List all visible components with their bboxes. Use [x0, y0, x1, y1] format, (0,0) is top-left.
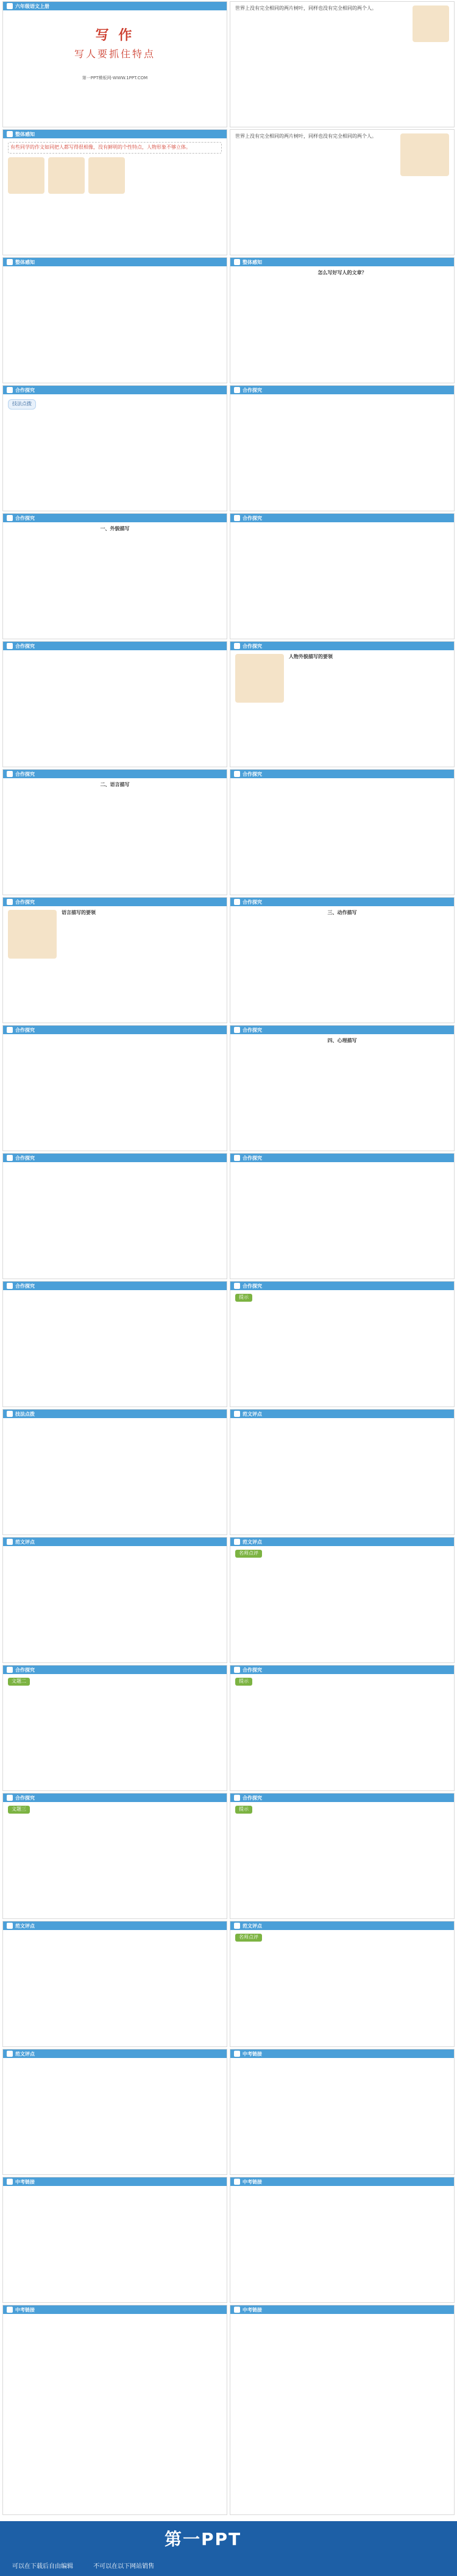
- header-icon: [7, 2179, 13, 2185]
- footer-link[interactable]: 不可以在以下网站销售: [93, 2563, 155, 2570]
- slide-appearance[interactable]: [2, 513, 227, 639]
- slide-body: [230, 650, 454, 664]
- slide-body: [3, 266, 227, 274]
- slide-body: [3, 2058, 227, 2065]
- header-icon: [7, 899, 13, 905]
- section-label: 合作探究: [15, 1027, 35, 1033]
- slide-header: [230, 2177, 454, 2186]
- section-label: 中考链接: [15, 2179, 35, 2185]
- header-icon: [7, 643, 13, 649]
- section-label: 合作探究: [243, 899, 262, 905]
- header-icon: [7, 515, 13, 521]
- slide-header: [3, 1282, 227, 1290]
- slide-header: [230, 386, 454, 394]
- slide-body: [230, 2058, 454, 2065]
- slide-header: [3, 1154, 227, 1162]
- slide-header: [230, 2305, 454, 2314]
- slide-header: [230, 1666, 454, 1674]
- hint-tag: 提示: [235, 1294, 252, 1302]
- slide-header: [230, 1794, 454, 1802]
- section-label: 整体感知: [15, 259, 35, 265]
- slide-body: [3, 2314, 227, 2321]
- slide-body: [230, 266, 454, 280]
- slide-header: [230, 1538, 454, 1546]
- slide-essay-text[interactable]: [2, 1537, 227, 1663]
- footer-banner: [0, 2521, 457, 2576]
- topic-tag: 文题三: [8, 1806, 30, 1814]
- header-icon: [234, 1411, 240, 1417]
- header-icon: [234, 387, 240, 393]
- slide-teacher-comment[interactable]: [230, 1537, 455, 1663]
- slide-header: [3, 2049, 227, 2058]
- slide-header: [230, 1282, 454, 1290]
- header-icon: [7, 1155, 13, 1161]
- header-icon: [7, 1539, 13, 1545]
- header-icon: [7, 2051, 13, 2057]
- slide-body: [3, 2186, 227, 2193]
- footer-links: [12, 2561, 172, 2570]
- slide-body: [230, 1674, 454, 1689]
- slide-body: [230, 130, 454, 144]
- slide-header: [230, 1410, 454, 1418]
- section-label: 中考链接: [243, 2179, 262, 2185]
- slide-body: [3, 650, 227, 658]
- slide-header: [230, 2049, 454, 2058]
- slide-points[interactable]: [230, 385, 455, 511]
- slide-summary[interactable]: [230, 1153, 455, 1279]
- illustration: [235, 654, 284, 703]
- slide-topic2-hint[interactable]: [230, 1665, 455, 1791]
- slide-header: [230, 258, 454, 266]
- section-label: 合作探究: [15, 515, 35, 521]
- slide-body: [230, 1418, 454, 1425]
- slide-technique[interactable]: [2, 1409, 227, 1535]
- action-heading: 三、动作描写: [327, 910, 357, 915]
- book-icon: [7, 3, 13, 9]
- section-label: 范文评点: [15, 1539, 35, 1545]
- slide-intro-text[interactable]: [230, 1, 455, 127]
- slide-body: [230, 522, 454, 530]
- section-label: 范文评点: [243, 1923, 262, 1929]
- slide-body: [230, 2, 454, 16]
- tips-heading: 人物外貌描写的要领: [289, 654, 333, 659]
- slide-header: [230, 514, 454, 522]
- section-label: 合作探究: [243, 515, 262, 521]
- lesson-subtitle: 写人要抓住特点: [74, 48, 155, 60]
- header-tag: 六年级语文上册: [15, 3, 49, 9]
- slide-question[interactable]: [230, 257, 455, 383]
- header-icon: [7, 387, 13, 393]
- slide-body: [230, 394, 454, 402]
- slide-header: [3, 1794, 227, 1802]
- header-icon: [234, 643, 240, 649]
- slide-body: [3, 1290, 227, 1297]
- header-icon: [234, 899, 240, 905]
- section-label: 合作探究: [15, 1795, 35, 1801]
- section-label: 合作探究: [15, 1283, 35, 1289]
- slide-body: [230, 1802, 454, 1817]
- section-label: 合作探究: [15, 1155, 35, 1161]
- slide-action-example[interactable]: [2, 1025, 227, 1151]
- section-label: 合作探究: [243, 1667, 262, 1673]
- tips-heading: 语言描写的要领: [62, 910, 96, 915]
- section-label: 技法点拨: [15, 1411, 35, 1417]
- slide-body: [3, 778, 227, 792]
- slide-header: [3, 386, 227, 394]
- slide-header: [3, 258, 227, 266]
- slide-essay2[interactable]: [2, 1921, 227, 2047]
- slide-exam-link4[interactable]: [2, 2305, 227, 2515]
- header-icon: [7, 2307, 13, 2313]
- slide-title[interactable]: [2, 1, 227, 127]
- section-label: 合作探究: [15, 387, 35, 393]
- slide-action[interactable]: [230, 897, 455, 1023]
- slide-topic3-hint[interactable]: [230, 1793, 455, 1919]
- site-url: 第一PPT模板网-WWW.1PPT.COM: [82, 76, 148, 80]
- section-label: 合作探究: [15, 643, 35, 649]
- section-label: 合作探究: [15, 899, 35, 905]
- slide-language-example[interactable]: [230, 769, 455, 895]
- warmup-text: 有些同学的作文如同把人都写得很相像，没有鲜明的个性特点，人物形象不够立体。: [8, 142, 222, 154]
- slide-header: [3, 2, 227, 10]
- portrait-image: [8, 157, 44, 194]
- section-label: 中考链接: [15, 2307, 35, 2313]
- slide-header: [3, 1410, 227, 1418]
- slide-header: [3, 1666, 227, 1674]
- header-icon: [234, 1539, 240, 1545]
- perception-paragraph: 世界上没有完全相同的两片树叶，同样也没有完全相同的两个人。: [235, 133, 377, 139]
- header-icon: [234, 771, 240, 777]
- slide-example[interactable]: [2, 641, 227, 767]
- section-label: 整体感知: [15, 131, 35, 137]
- portrait-image: [88, 157, 125, 194]
- slide-psychology-chart[interactable]: [2, 1153, 227, 1279]
- section-label: 范文评点: [15, 1923, 35, 1929]
- header-icon: [234, 1923, 240, 1929]
- slide-body: [3, 1034, 227, 1041]
- language-heading: 二、语言描写: [100, 782, 130, 787]
- slide-header: [3, 130, 227, 138]
- slide-header: [3, 642, 227, 650]
- section-label: 中考链接: [243, 2307, 262, 2313]
- intro-paragraph: 世界上没有完全相同的两片树叶，同样也没有完全相同的两个人。: [235, 5, 377, 11]
- slide-model-essay[interactable]: [230, 1409, 455, 1535]
- header-icon: [7, 771, 13, 777]
- appearance-heading: 一、外貌描写: [100, 526, 130, 531]
- hint-tag: 提示: [235, 1678, 252, 1686]
- slide-warmup[interactable]: [2, 129, 227, 255]
- question-text: 怎么写好写人的文章？: [317, 270, 367, 275]
- illustration: [400, 133, 449, 176]
- section-label: 合作探究: [243, 1155, 262, 1161]
- slide-body: [3, 1418, 227, 1425]
- slide-header: [3, 1921, 227, 1930]
- slide-header: [3, 1538, 227, 1546]
- slide-body: [230, 1290, 454, 1305]
- section-label: 合作探究: [243, 643, 262, 649]
- slide-topic2[interactable]: [2, 1665, 227, 1791]
- slide-body: [230, 1162, 454, 1169]
- comment-tag: 名师点评: [235, 1550, 262, 1558]
- slide-header: [230, 770, 454, 778]
- slide-prompt[interactable]: [2, 1281, 227, 1407]
- slide-language-tips[interactable]: [2, 897, 227, 1023]
- slide-exam-link[interactable]: [230, 2049, 455, 2175]
- header-icon: [234, 2051, 240, 2057]
- slide-exam-link3[interactable]: [230, 2177, 455, 2303]
- section-label: 合作探究: [15, 1667, 35, 1673]
- header-icon: [7, 1027, 13, 1033]
- header-icon: [234, 1795, 240, 1801]
- section-label: 中考链接: [243, 2051, 262, 2057]
- slide-topic3[interactable]: [2, 1793, 227, 1919]
- comment-tag: 名师点评: [235, 1934, 262, 1942]
- slide-mindmap[interactable]: [2, 385, 227, 511]
- mindmap-node: 技法点拨: [8, 399, 36, 410]
- header-icon: [234, 259, 240, 265]
- section-label: 范文评点: [243, 1539, 262, 1545]
- slide-body: [230, 906, 454, 920]
- slide-perception[interactable]: [230, 129, 455, 255]
- header-icon: [7, 1923, 13, 1929]
- slide-header: [3, 1026, 227, 1034]
- header-icon: [234, 1667, 240, 1673]
- psychology-heading: 四、心理描写: [327, 1038, 357, 1043]
- slide-appearance-tips[interactable]: [230, 641, 455, 767]
- illustration: [413, 5, 449, 42]
- header-icon: [7, 259, 13, 265]
- section-label: 合作探究: [243, 771, 262, 777]
- header-icon: [234, 1027, 240, 1033]
- section-label: 范文评点: [243, 1411, 262, 1417]
- slide-body: [3, 1162, 227, 1169]
- slide-header: [3, 770, 227, 778]
- slide-body: [3, 138, 227, 197]
- header-icon: [234, 1283, 240, 1289]
- portrait-image: [48, 157, 85, 194]
- slide-body: [3, 1802, 227, 1817]
- header-icon: [234, 2179, 240, 2185]
- slide-list[interactable]: [2, 257, 227, 383]
- slide-header: [230, 642, 454, 650]
- topic-tag: 文题二: [8, 1678, 30, 1686]
- slide-body: [3, 906, 227, 920]
- header-icon: [234, 2307, 240, 2313]
- slide-header: [230, 1026, 454, 1034]
- portrait-row: [8, 157, 222, 194]
- slide-body: [3, 1930, 227, 1937]
- slide-body: [230, 1930, 454, 1945]
- slide-body: [230, 1546, 454, 1561]
- header-icon: [7, 1283, 13, 1289]
- slide-psychology[interactable]: [230, 1025, 455, 1151]
- footer-link[interactable]: 可以在下载后自由编辑: [12, 2563, 73, 2570]
- slide-appearance-notes[interactable]: [230, 513, 455, 639]
- section-label: 合作探究: [15, 771, 35, 777]
- slide-header: [3, 2305, 227, 2314]
- lesson-title: 写 作: [95, 28, 135, 43]
- slide-exam-link2[interactable]: [2, 2177, 227, 2303]
- section-label: 整体感知: [243, 259, 262, 265]
- illustration: [8, 910, 57, 959]
- slide-comment2[interactable]: [230, 1921, 455, 2047]
- slide-body: [230, 2186, 454, 2193]
- slide-header: [230, 1921, 454, 1930]
- section-label: 合作探究: [243, 1027, 262, 1033]
- header-icon: [7, 131, 13, 137]
- slide-body: [230, 1034, 454, 1048]
- header-icon: [7, 1795, 13, 1801]
- hint-tag: 提示: [235, 1806, 252, 1814]
- header-icon: [234, 1155, 240, 1161]
- footer-brand: 第一PPT: [165, 2529, 242, 2549]
- slide-hint[interactable]: [230, 1281, 455, 1407]
- header-icon: [7, 1667, 13, 1673]
- slide-body: [230, 778, 454, 786]
- section-label: 合作探究: [243, 1283, 262, 1289]
- section-label: 合作探究: [243, 1795, 262, 1801]
- slide-body: [3, 394, 227, 414]
- slide-body: [230, 2314, 454, 2321]
- slide-header: [3, 898, 227, 906]
- slide-exam-link5[interactable]: [230, 2305, 455, 2515]
- header-icon: [7, 1411, 13, 1417]
- slide-header: [3, 514, 227, 522]
- section-label: 合作探究: [243, 387, 262, 393]
- slide-header: [230, 898, 454, 906]
- section-label: 范文评点: [15, 2051, 35, 2057]
- slide-body: [3, 522, 227, 536]
- slide-header: [3, 2177, 227, 2186]
- slide-body: [3, 1674, 227, 1689]
- slide-language[interactable]: [2, 769, 227, 895]
- header-icon: [234, 515, 240, 521]
- slide-essay3[interactable]: [2, 2049, 227, 2175]
- slide-header: [230, 1154, 454, 1162]
- slide-body: [3, 1546, 227, 1553]
